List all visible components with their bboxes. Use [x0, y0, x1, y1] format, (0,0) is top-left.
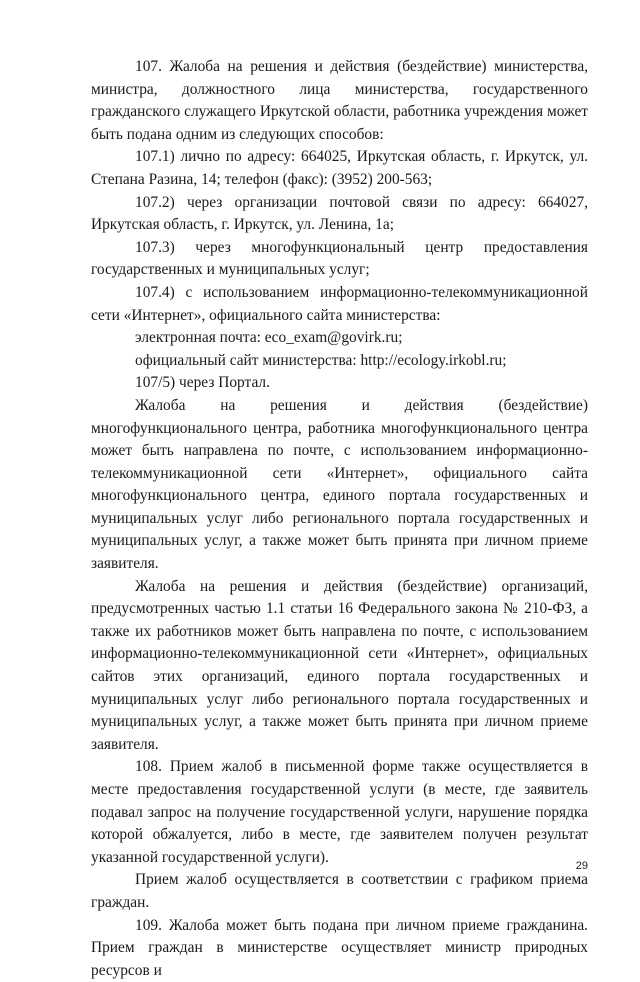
paragraph: Прием жалоб осуществляется в соответствии с графиком приема граждан.: [91, 871, 588, 911]
paragraph: 107/5) через Портал.: [135, 374, 270, 392]
paragraph: 108. Прием жалоб в письменной форме также осуществляется в месте предоставления государственной услуги (в месте, где заявитель подавал запрос на получение государственной услуги, нарушение порядка которой обжалуется, либо в месте, где заявителем получен результат указанной государственной услуги).: [91, 758, 588, 866]
paragraph: 107.1) лично по адресу: 664025, Иркутская область, г. Иркутск, ул. Степана Разина, 14; телефон (факс): (3952) 200-563;: [91, 148, 588, 188]
paragraph: 107. Жалоба на решения и действия (бездействие) министерства, министра, должностного лица министерства, государственного гражданского служащего Иркутской области, работника учреждения может быть подана одним из следующих способов:: [91, 58, 588, 143]
paragraph: 107.2) через организации почтовой связи по адресу: 664027, Иркутская область, г. Иркутск, ул. Ленина, 1а;: [91, 193, 588, 234]
document-body: [91, 56, 588, 982]
paragraph: 109. Жалоба может быть подана при личном приеме гражданина. Прием граждан в министерстве осуществляет министр природных ресурсов и: [91, 916, 588, 979]
paragraph: официальный сайт министерства: http://ecology.irkobl.ru;: [135, 351, 507, 369]
paragraph: Жалоба на решения и действия (бездействие) организаций, предусмотренных частью 1.1 статьи 16 Федерального закона № 210-ФЗ, а также их работников может быть направлена по почте, с использованием информационно-телекоммуникационной сети «Интернет», официальных сайтов этих организаций, единого портала государственных и муниципальных услуг либо регионального портала государственных и муниципальных услуг, а также может быть принята при личном приеме заявителя.: [91, 577, 588, 753]
paragraph: 107.3) через многофункциональный центр предоставления государственных и муниципальных услуг;: [91, 238, 588, 279]
page-number: 29: [575, 860, 588, 872]
paragraph: Жалоба на решения и действия (бездействие) многофункционального центра, работника многофункционального центра может быть направлена по почте, с использованием информационно-телекоммуникационной сети «Интернет», официального сайта многофункционального центра, единого портала государственных и муниципальных услуг либо регионального портала государственных и муниципальных услуг, а также может быть принята при личном приеме заявителя.: [91, 396, 588, 573]
paragraph: 107.4) с использованием информационно-телекоммуникационной сети «Интернет», официального сайта министерства:: [91, 283, 588, 324]
paragraph: электронная почта: eco_exam@govirk.ru;: [135, 329, 403, 347]
